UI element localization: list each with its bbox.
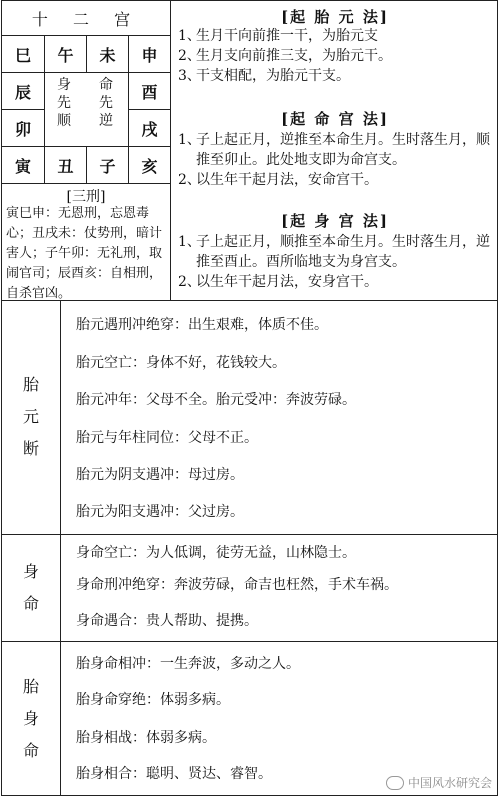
method-text: 以生年干起月法，安身宫干。 [196,274,378,290]
section-label-char: 断 [22,439,39,458]
section-line: 胎身相战：体弱多病。 [76,730,216,746]
method-text: 子上起正月，顺推至本命生月。生时落生月，逆推至酉止。酉所临地支为身宫支。 [196,234,490,270]
divider [170,0,171,300]
section-line: 胎元空亡：身体不好，花钱较大。 [76,355,286,371]
center-text: 先 [57,95,71,111]
section-label-char: 命 [22,740,39,760]
section-label-char: 元 [22,407,39,426]
section-lines [76,300,496,534]
sanxing-title: [三刑] [66,189,106,205]
method-list [178,232,496,292]
method-list [178,26,496,86]
method-title: [起 胎 元 法] [281,8,389,26]
divider [60,300,61,796]
wechat-icon [386,776,404,790]
center-text: 先 [99,95,113,111]
section-label [2,534,60,641]
section-line: 身命空亡：为人低调，徒劳无益，山林隐士。 [76,545,356,561]
palace-cell: 辰 [14,82,31,102]
method-item [178,26,496,46]
method-list [178,130,496,190]
method-num: 2、 [178,48,201,64]
method-text: 生月干向前推一干，为胎元支 [196,28,378,44]
palace-cell: 亥 [141,156,158,176]
palace-cell: 子 [99,156,116,176]
method-text: 生月支向前推三支，为胎元干。 [196,48,392,64]
palace-cell: 丑 [57,156,74,176]
section-label-char: 胎 [22,676,39,696]
section-line: 胎元为阳支遇冲：父过房。 [76,504,244,520]
center-text: 命 [99,77,113,93]
method-item [178,232,496,272]
divider [1,183,171,184]
method-item [178,130,496,170]
method-text: 以生年干起月法，安命宫干。 [196,172,378,188]
center-text: 身 [57,77,71,93]
method-num: 3、 [178,68,201,84]
section-lines [76,534,496,641]
palace-center [44,74,128,146]
center-left-column [52,76,76,130]
section-line: 胎身命穿绝：体弱多病。 [76,692,230,708]
palace-cell: 申 [141,45,158,65]
method-num: 2、 [178,172,201,188]
method-item [178,272,496,292]
center-right-column [94,76,118,130]
watermark [386,774,492,791]
palace-cell: 卯 [14,119,31,139]
method-num: 1、 [178,132,201,148]
method-num: 1、 [178,28,201,44]
palace-cell: 午 [57,45,74,65]
section-label [2,641,60,796]
section-label-char: 命 [22,593,39,613]
section-label-char: 身 [22,708,39,728]
method-text: 子上起正月，逆推至本命生月。生时落生月，顺推至卯止。此处地支即为命宫支。 [196,132,490,168]
palace-cell: 寅 [14,156,31,176]
palace-cell: 戌 [141,119,158,139]
section-label-char: 胎 [22,375,39,394]
palace-cell: 未 [99,45,116,65]
section-line: 胎元冲年：父母不全。胎元受冲：奔波劳碌。 [76,392,356,408]
method-item [178,66,496,86]
section-line: 身命刑冲绝穿：奔波劳碌，命吉也枉然，手术车祸。 [76,577,398,593]
palace-cell: 巳 [14,45,31,65]
sanxing-text: 寅巳申：无恩刑，忘恩毒心；丑戌未：仗势刑，暗计害人；子午卯：无礼刑，取闹官司；辰酉亥：自相刑，自杀官凶。 [6,206,163,301]
section-lines [76,641,496,796]
method-num: 2、 [178,274,201,290]
section-line: 胎身相合：聪明、贤达、睿智。 [76,766,272,782]
method-item [178,46,496,66]
method-num: 1、 [178,234,201,250]
section-label [2,300,60,534]
method-title: [起 身 宫 法] [281,212,389,230]
section-line: 身命遇合：贵人帮助、提携。 [76,613,258,629]
method-text: 干支相配，为胎元干支。 [196,68,350,84]
method-title: [起 命 宫 法] [281,110,389,128]
section-line: 胎元与年柱同位：父母不正。 [76,430,258,446]
section-line: 胎元遇刑冲绝穿：出生艰难，体质不佳。 [76,317,328,333]
section-line: 胎身命相冲：一生奔波，多动之人。 [76,656,300,672]
palaces-title: 十 二 宫 [31,9,141,29]
method-item [178,170,496,190]
palace-cell: 酉 [141,82,158,102]
section-label-char: 身 [22,561,39,581]
section-line: 胎元为阴支遇冲：母过房。 [76,467,244,483]
center-text: 顺 [57,113,71,129]
watermark-text: 中国风水研究会 [407,776,492,790]
center-text: 逆 [99,113,113,129]
